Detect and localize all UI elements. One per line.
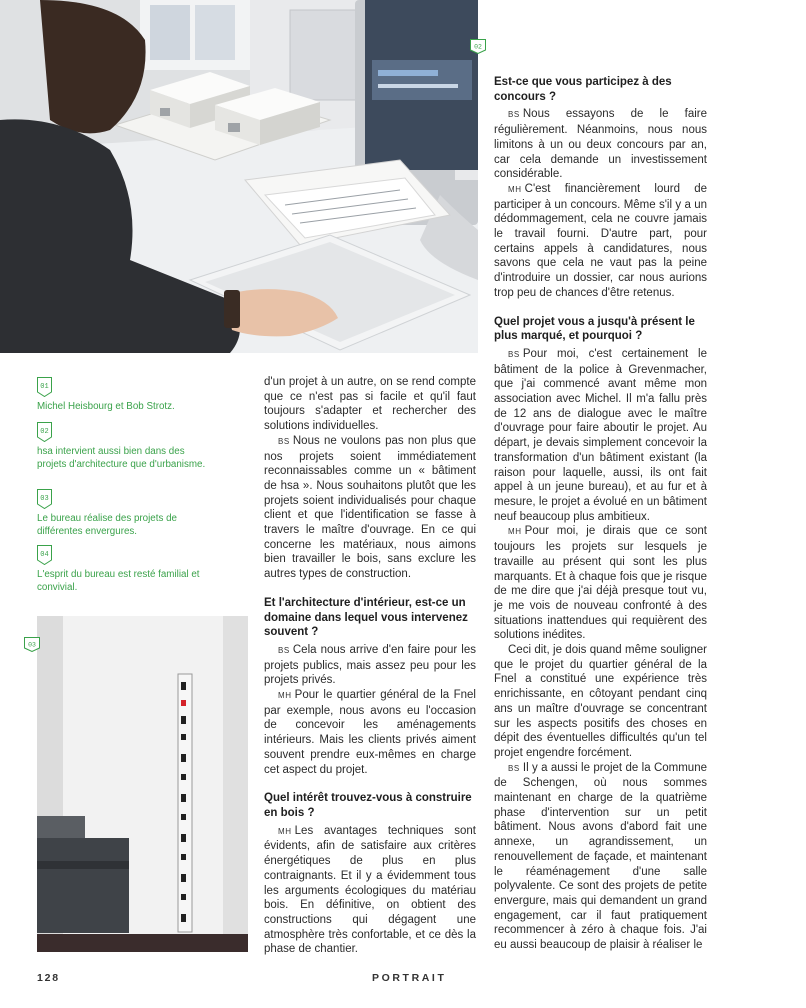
paragraph-text: Cela nous arrive d'en faire pour les projets publics, mais assez peu pour les projets privés. xyxy=(264,643,476,687)
article-column-middle xyxy=(264,375,476,957)
paragraph-text: Il y a aussi le projet de la Commune de Schengen, où nous sommes maintenant en charge de la quatrième phase d'intervention sur un petit bâtiment. Nous avons d'abord fait une annexe, un agrandissement, un renouvellement de façade, et maintenant le réaménagement d'une salle polyvalente. Ce sont des projets de petite envergure, mais qui demandent un grand engagement, car il faut pratiquement recommencer à zéro à chaque fois. J'ai eu aussi beaucoup de plaisir à réaliser le xyxy=(494,761,707,952)
interview-question: Et l'architecture d'intérieur, est-ce un domaine dans lequel vous intervenez souvent ? xyxy=(264,596,468,639)
measuring-staff xyxy=(178,674,192,932)
interview-question: Quel projet vous a jusqu'à présent le plus marqué, et pourquoi ? xyxy=(494,315,695,343)
speaker-initials: MH xyxy=(508,527,522,537)
speaker-initials: MH xyxy=(508,184,522,194)
paragraph-text: Ceci dit, je dois quand même souligner que le projet du quartier général de la Fnel a constitué une expérience très enrichissante, en côtoyant pendant cinq ans un maître d'ouvrage se concentrant sur les aspects positifs des choses en dépit des éventuelles difficultés qu'un tel projet engendre forcément. xyxy=(494,644,707,759)
caption-number-badge xyxy=(37,489,52,509)
interview-question: Quel intérêt trouvez-vous à construire en bois ? xyxy=(264,792,472,819)
paragraph xyxy=(264,824,476,957)
section-running-head: PORTRAIT xyxy=(372,972,447,984)
speaker-initials: BS xyxy=(508,110,520,120)
speaker-initials: BS xyxy=(508,349,520,359)
paragraph xyxy=(494,643,707,761)
paragraph xyxy=(494,761,707,953)
caption-text: L'esprit du bureau est resté familial et convivial. xyxy=(37,569,200,593)
caption-text: hsa intervient aussi bien dans des projets d'architecture que d'urbanisme. xyxy=(37,446,206,470)
page-number: 128 xyxy=(37,972,60,984)
speaker-initials: BS xyxy=(278,645,290,655)
paragraph-text: Pour le quartier général de la Fnel par exemple, nous avons eu l'occasion de concevoir les aménagements intérieurs. Mais les clients privés aiment souvent prendre eux-mêmes en charge cet aspect du projet. xyxy=(264,689,476,776)
measuring-staff-illustration xyxy=(37,616,248,952)
paragraph-text: Nous essayons de le faire régulièrement. Néanmoins, nous nous limitons à un ou deux concours par an, car cela demande un investissement considérable. xyxy=(494,108,707,181)
photo-number-text: 03 xyxy=(28,641,36,649)
article-column-right xyxy=(494,75,707,953)
caption-number: 04 xyxy=(40,551,49,559)
paragraph xyxy=(264,643,476,688)
paragraph-text: Pour moi, je dirais que ce sont toujours les projets sur lesquels je travaille au présent qui sont les plus marquants. Et à chaque fois que je risque de me dire que j'ai déjà presque tout vu, je me vois de nouveau confronté à des situations inattendues qui requièrent des solutions inédites. xyxy=(494,525,707,642)
paragraph-text: Nous ne voulons pas non plus que nos projets soient immédiatement reconnaissables comme un « bâtiment de hsa ». Nous souhaitons plutôt que les projets soient individualisés pour chaque client et que l'identification se fasse à travers le maître d'ouvrage. En ce qui concerne les matériaux, nous aimons bien travailler le bois, sans exclure les autres types de construction. xyxy=(264,434,476,581)
caption-number-badge xyxy=(37,377,52,397)
paragraph xyxy=(494,347,707,524)
caption-number: 01 xyxy=(40,383,49,391)
photo-number-badge xyxy=(470,39,486,54)
paragraph xyxy=(264,375,476,434)
paragraph xyxy=(494,182,707,301)
caption-text: Michel Heisbourg et Bob Strotz. xyxy=(37,401,175,412)
caption-4 xyxy=(37,545,212,594)
office-desk-photo xyxy=(0,0,478,353)
paragraph xyxy=(264,434,476,582)
office-desk-illustration xyxy=(0,0,478,353)
speaker-initials: MH xyxy=(278,691,292,701)
paragraph-text: C'est financièrement lourd de participer à un concours. Même s'il y a un dédommagement, cela ne couvre jamais le travail fourni. D'autre part, pour certains appels à candidatures, nous savons que cela ne vaut pas la peine d'introduire un dossier, car nous aurions trop peu de chances d'être retenus. xyxy=(494,182,707,299)
paragraph xyxy=(494,107,707,182)
speaker-initials: MH xyxy=(278,826,292,836)
paragraph xyxy=(264,688,476,777)
caption-number-badge xyxy=(37,545,52,565)
measuring-staff-photo xyxy=(37,616,248,952)
speaker-initials: BS xyxy=(508,763,520,773)
caption-number-badge xyxy=(37,422,52,442)
photo-number-text: 02 xyxy=(474,43,482,51)
paragraph-text: Les avantages techniques sont évidents, afin de satisfaire aux critères énergétiques de plus en plus contraignants. Et il y a évidemment tous les arguments écologiques du matériau bois. En définitive, on obtient des constructions qui dégagent une atmosphère très confortable, et ce dès la phase de chantier. xyxy=(264,824,476,956)
photo-number-badge xyxy=(24,637,40,652)
paragraph xyxy=(494,524,707,643)
caption-3 xyxy=(37,489,212,538)
paragraph-text: d'un projet à un autre, on se rend compte que ce n'est pas si facile et qu'il faut toujours s'adapter et rechercher des solutions individuelles. xyxy=(264,376,476,433)
caption-1 xyxy=(37,377,212,414)
caption-number: 03 xyxy=(40,495,49,503)
paragraph-text: Pour moi, c'est certainement le bâtiment de la police à Grevenmacher, que j'ai commencé avant même mon association avec Michel. Il m'a fallu près de 12 ans de dialogue avec le maître d'ouvrage pour faire aboutir le projet. Au départ, je devais simplement concevoir la transformation d'un bâtiment existant (la raison pour laquelle, aussi, ils ont fait appel à un jeune bureau), et au fur et à mesure, le projet a évolué en un bâtiment neuf beaucoup plus ambitieux. xyxy=(494,347,707,523)
interview-question: Est-ce que vous participez à des concours ? xyxy=(494,76,672,103)
caption-2 xyxy=(37,422,212,471)
caption-number: 02 xyxy=(40,428,49,436)
caption-text: Le bureau réalise des projets de différentes envergures. xyxy=(37,513,177,537)
speaker-initials: BS xyxy=(278,436,290,446)
